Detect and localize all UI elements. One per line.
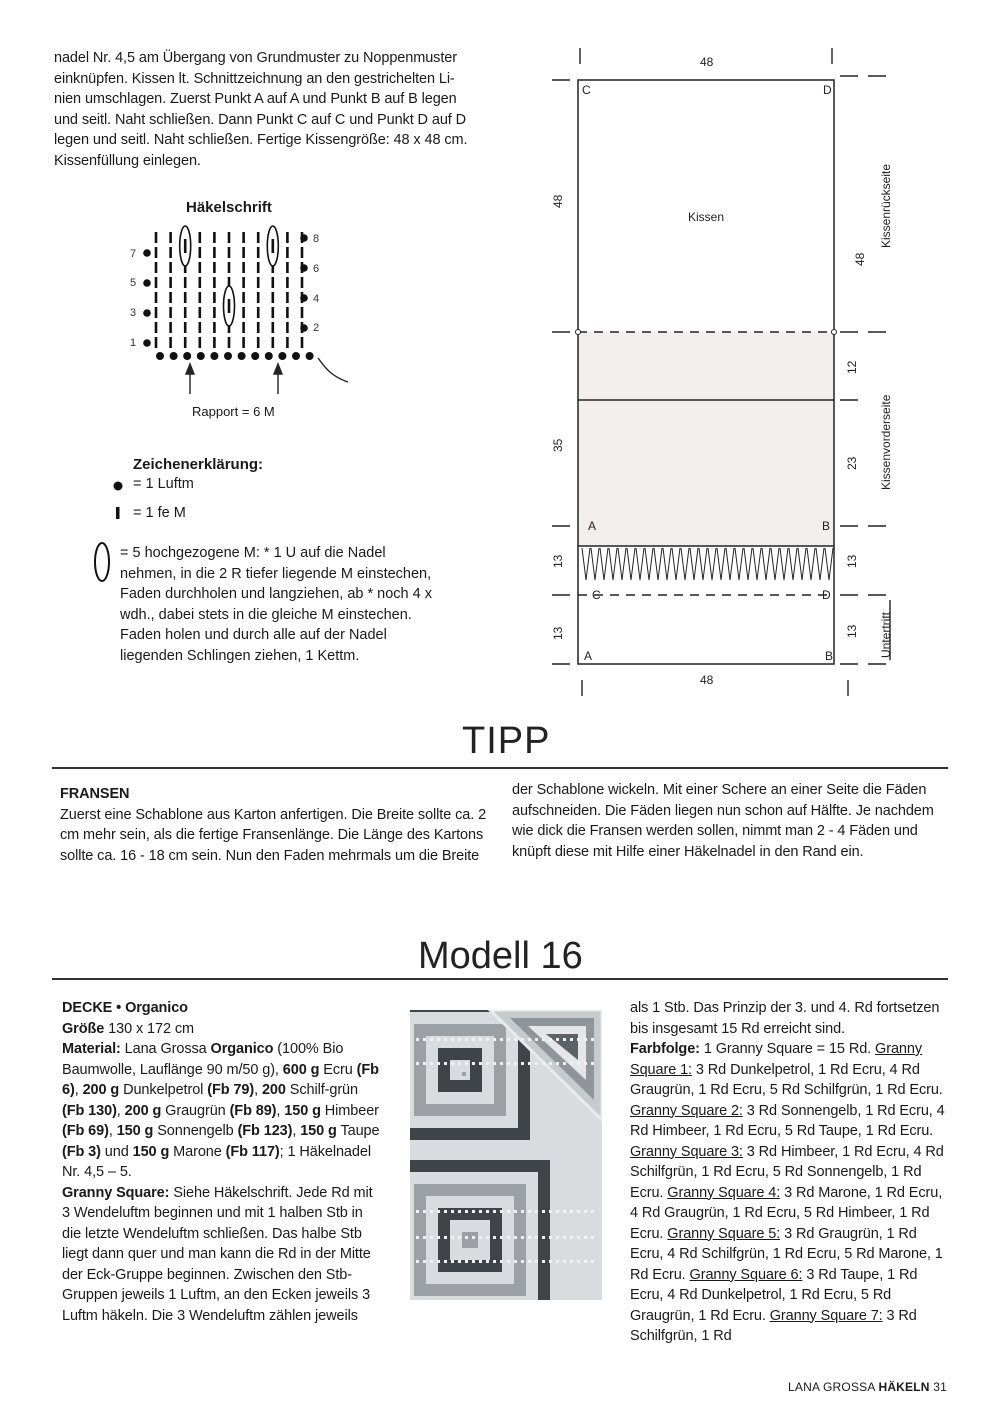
intro-line: Kissenfüllung einlegen. (54, 152, 201, 169)
blanket-stitch (591, 1038, 594, 1041)
stitch-bar (242, 307, 245, 318)
blanket-stitch (542, 1062, 545, 1065)
blanket-stitch (556, 1260, 559, 1263)
material-text: Material: Lana Grossa Organico (100% Bio Baumwolle, Lauflänge 90 m/50 g), 600 g Ecru (Fb 6), 200 g Dunkelpetrol (Fb 79), 200 Schilf-grün (Fb 130), 200 g Graugrün (Fb 89), 150 g Himbeer (Fb 69), 150 g Sonnengelb (Fb 123), 150 g Taupe (Fb 3) und 150 g Marone (Fb 117); 1 Häkelnadel Nr. 4,5 – 5. (62, 1041, 380, 1180)
blanket-stitch (479, 1260, 482, 1263)
blanket-stitch (577, 1062, 580, 1065)
blanket-stitch (570, 1260, 573, 1263)
page-footer (788, 1380, 947, 1394)
chain-dot (224, 352, 232, 360)
oval-icon (90, 538, 114, 586)
stitch-bar (199, 292, 202, 303)
blanket-stitch (591, 1210, 594, 1213)
blanket-stitch (465, 1260, 468, 1263)
stitch-bar (213, 232, 216, 243)
stitch-bar (301, 247, 304, 258)
row-label: 8 (313, 233, 320, 245)
blanket-stitch (493, 1236, 496, 1239)
center-label: Kissen (688, 210, 725, 224)
blanket-stitch (591, 1260, 594, 1263)
blanket-stitch (507, 1062, 510, 1065)
blanket-stitch (423, 1038, 426, 1041)
point-label: C (592, 588, 601, 602)
chain-dot (238, 352, 246, 360)
blanket-stitch (500, 1038, 503, 1041)
blanket-stitch (472, 1260, 475, 1263)
point-label: B (825, 649, 834, 663)
footer-brand: LANA GROSSA (788, 1380, 875, 1394)
blanket-stitch (577, 1038, 580, 1041)
dim-left-13: 13 (551, 554, 565, 568)
crochet-chart (120, 224, 360, 404)
stitch-bar (213, 247, 216, 258)
dot-icon (112, 480, 124, 492)
blanket-stitch (563, 1260, 566, 1263)
blanket-stitch (458, 1038, 461, 1041)
stitch-bar (242, 337, 245, 348)
blanket-stitch (500, 1236, 503, 1239)
blanket-stitch (563, 1038, 566, 1041)
blanket-stitch (472, 1062, 475, 1065)
blanket-stitch (563, 1210, 566, 1213)
intro-line: nadel Nr. 4,5 am Übergang von Grundmuster zu Noppenmuster (54, 50, 457, 66)
blanket-stitch (416, 1210, 419, 1213)
blanket-stitch (542, 1236, 545, 1239)
blanket-stitch (549, 1236, 552, 1239)
blanket-ring (462, 1232, 478, 1248)
blanket-stitch (430, 1210, 433, 1213)
blanket-stitch (500, 1210, 503, 1213)
blanket-stitch (437, 1210, 440, 1213)
blanket-stitch (514, 1260, 517, 1263)
stitch-bar (155, 337, 158, 348)
blanket-stitch (528, 1038, 531, 1041)
stitch-bar (184, 307, 187, 318)
blanket-stitch (549, 1260, 552, 1263)
granny-text: Granny Square: Siehe Häkelschrift. Jede Rd mit 3 Wendeluftm beginnen und mit 1 halben Stb in die letzte Wendeluftm schließen. Das halbe Stb liegt dann quer und man kann die Rd in der Mitte der Eck-Gruppe beginnen. Zwischen den Stb-Gruppen jeweils 1 Luftm, an den Ecken jeweils 3 Luftm häkeln. Die 3 Wendeluftm zählen jeweils (62, 1184, 373, 1324)
dim-left-35: 35 (551, 438, 565, 452)
blanket-stitch (577, 1210, 580, 1213)
blanket-stitch (430, 1038, 433, 1041)
blanket-stitch (430, 1062, 433, 1065)
point-label: A (588, 519, 597, 533)
stitch-bar (169, 322, 172, 333)
stitch-bar (286, 292, 289, 303)
blanket-stitch (486, 1236, 489, 1239)
row-label: 5 (130, 277, 137, 289)
blanket-stitch (458, 1210, 461, 1213)
row-label: 1 (130, 337, 137, 349)
stitch-bar (213, 262, 216, 273)
stitch-dot (143, 249, 151, 257)
blanket-stitch (507, 1210, 510, 1213)
rapport-label: Rapport = 6 M (192, 404, 275, 419)
blanket-stitch (423, 1236, 426, 1239)
blanket-stitch (514, 1210, 517, 1213)
stitch-bar (199, 277, 202, 288)
blanket-stitch (444, 1210, 447, 1213)
blanket-stitch (472, 1236, 475, 1239)
blanket-stitch (514, 1062, 517, 1065)
blanket-stitch (465, 1038, 468, 1041)
stitch-bar (242, 292, 245, 303)
pattern-right-column (630, 998, 948, 1347)
blanket-stitch (577, 1236, 580, 1239)
blanket-stitch (486, 1062, 489, 1065)
intro-line: und seitl. Naht schließen. Dann Punkt C auf C und Punkt D auf D (54, 111, 467, 128)
point-label: C (582, 83, 591, 97)
blanket-stitch (528, 1062, 531, 1065)
stitch-bar (155, 307, 158, 318)
blanket-stitch (514, 1038, 517, 1041)
stitch-bar (213, 277, 216, 288)
blanket-stitch (535, 1210, 538, 1213)
chain-dot (210, 352, 218, 360)
stitch-bar (169, 277, 172, 288)
chain-dot (251, 352, 259, 360)
tipp-column: der Schablone wickeln. Mit einer Schere an einer Seite die Fäden aufschneiden. Die Fäden liegen nun schon auf Hälfte. Je nachdem wie dick die Fransen werden sollen, nimmt man 2 - 4 Fäden und knüpft diese mit Hilfe einer Häkelnadel in den Rand ein. (512, 782, 934, 860)
chart-title: Häkelschrift (186, 199, 272, 216)
dim-right-12: 12 (845, 360, 859, 374)
stitch-bar (184, 239, 187, 253)
pattern-text: als 1 Stb. Das Prinzip der 3. und 4. Rd fortsetzen bis insgesamt 15 Rd erreicht sind. (630, 1000, 940, 1037)
legend-text: = 1 Luftm (133, 476, 194, 492)
legend-text: = 5 hochgezogene M: * 1 U auf die Nadel nehmen, in die 2 R tiefer liegende M einstechen, Faden durchholen und langziehen, ab * noch 4 x wdh., dabei stets in die gleiche M einstechen. Faden holen und durch alle auf der Nadel liegenden Schlingen ziehen, 1 Kettm. (120, 545, 432, 664)
blanket-stitch (556, 1210, 559, 1213)
colorsequence-text: Farbfolge: 1 Granny Square = 15 Rd. Granny Square 1: 3 Rd Dunkelpetrol, 1 Rd Ecru, 4 Rd Graugrün, 1 Rd Ecru, 5 Rd Schilfgrün, 1 Rd Ecru. Granny Square 2: 3 Rd Sonnengelb, 1 Rd Ecru, 4 Rd Himbeer, 1 Rd Ecru, 5 Rd Taupe, 1 Rd Ecru. Granny Square 3: 3 Rd Himbeer, 1 Rd Ecru, 4 Rd Schilfgrün, 1 Rd Ecru, 5 Rd Sonnengelb, 1 Rd Ecru. Granny Square 4: 3 Rd Marone, 1 Rd Ecru, 4 Rd Graugrün, 1 Rd Ecru, 5 Rd Himbeer, 1 Rd Ecru. Granny Square 5: 3 Rd Graugrün, 1 Rd Ecru, 4 Rd Schilfgrün, 1 Rd Ecru, 5 Rd Marone, 1 Rd Ecru. Granny Square 6: 3 Rd Taupe, 1 Rd Ecru, 4 Rd Dunkelpetrol, 1 Rd Ecru, 5 Rd Graugrün, 1 Rd Ecru. Granny Square 7: 3 Rd Schilfgrün, 1 Rd (630, 1041, 945, 1344)
legend-title: Zeichenerklärung: (133, 456, 264, 473)
blanket-stitch (465, 1236, 468, 1239)
row-label: 6 (313, 263, 320, 275)
stitch-bar (286, 277, 289, 288)
stitch-bar (169, 232, 172, 243)
blanket-stitch (521, 1236, 524, 1239)
stitch-bar (228, 247, 231, 258)
blanket-stitch (458, 1062, 461, 1065)
blanket-stitch (570, 1062, 573, 1065)
blanket-stitch (528, 1260, 531, 1263)
stitch-bar (257, 247, 260, 258)
blanket-stitch (451, 1236, 454, 1239)
blanket-stitch (486, 1260, 489, 1263)
stitch-bar (199, 262, 202, 273)
stitch-bar (155, 292, 158, 303)
blanket-stitch (444, 1236, 447, 1239)
blanket-stitch (493, 1038, 496, 1041)
blanket-stitch (507, 1236, 510, 1239)
blanket-stitch (542, 1038, 545, 1041)
blanket-stitch (528, 1236, 531, 1239)
stitch-bar (155, 232, 158, 243)
side-label: Kissenrückseite (879, 163, 893, 248)
blanket-stitch (584, 1260, 587, 1263)
stitch-bar (199, 307, 202, 318)
stitch-bar (272, 307, 275, 318)
legend-text: = 1 fe M (133, 505, 186, 521)
blanket-stitch (521, 1260, 524, 1263)
side-label: Untertritt (879, 611, 893, 658)
blanket-stitch (416, 1260, 419, 1263)
dim-right-13: 13 (845, 624, 859, 638)
point-label: D (823, 83, 832, 97)
blanket-stitch (528, 1210, 531, 1213)
stitch-dot (143, 279, 151, 287)
blanket-stitch (437, 1038, 440, 1041)
chain-dot (292, 352, 300, 360)
blanket-stitch (584, 1236, 587, 1239)
blanket-stitch (493, 1260, 496, 1263)
stitch-bar (228, 232, 231, 243)
chain-dot (265, 352, 273, 360)
page-number: 31 (933, 1380, 947, 1394)
stitch-dot (143, 309, 151, 317)
blanket-stitch (423, 1062, 426, 1065)
blanket-stitch (556, 1038, 559, 1041)
stitch-bar (257, 307, 260, 318)
stitch-bar (272, 337, 275, 348)
intro-line: einknüpfen. Kissen lt. Schnittzeichnung an den gestrichelten Li- (54, 70, 455, 87)
blanket-stitch (486, 1210, 489, 1213)
pattern-left-column (62, 998, 384, 1326)
stitch-bar (286, 247, 289, 258)
blanket-stitch (451, 1062, 454, 1065)
stitch-bar (242, 277, 245, 288)
stitch-bar (257, 292, 260, 303)
blanket-stitch (570, 1236, 573, 1239)
blanket-stitch (500, 1260, 503, 1263)
intro-line: legen und seitl. Naht schließen. Fertige Kissengröße: 48 x 48 cm. (54, 132, 468, 148)
blanket-stitch (416, 1062, 419, 1065)
chain-dot (183, 352, 191, 360)
blanket-stitch (479, 1210, 482, 1213)
stitch-bar (213, 322, 216, 333)
blanket-stitch (451, 1210, 454, 1213)
stitch-bar (199, 232, 202, 243)
dim-right-13: 13 (845, 554, 859, 568)
blanket-stitch (430, 1236, 433, 1239)
stitch-dot (300, 264, 308, 272)
blanket-stitch (591, 1062, 594, 1065)
stitch-bar (155, 277, 158, 288)
blanket-stitch (465, 1210, 468, 1213)
tipp-column (60, 784, 494, 866)
intro-text (54, 48, 486, 171)
chain-dot (170, 352, 178, 360)
blanket-stitch (416, 1038, 419, 1041)
blanket-stitch (514, 1236, 517, 1239)
blanket-stitch (416, 1236, 419, 1239)
stitch-bar (213, 307, 216, 318)
blanket-stitch (549, 1062, 552, 1065)
blanket-ring (462, 1072, 466, 1076)
blanket-stitch (451, 1260, 454, 1263)
stitch-bar (257, 232, 260, 243)
blanket-stitch (479, 1062, 482, 1065)
blanket-stitch (521, 1038, 524, 1041)
blanket-stitch (444, 1038, 447, 1041)
blanket-stitch (458, 1260, 461, 1263)
stitch-dot (300, 234, 308, 242)
chain-dot (278, 352, 286, 360)
blanket-stitch (535, 1260, 538, 1263)
blanket-stitch (430, 1260, 433, 1263)
stitch-bar (184, 337, 187, 348)
blanket-stitch (535, 1236, 538, 1239)
blanket-stitch (563, 1062, 566, 1065)
blanket-stitch (584, 1038, 587, 1041)
blanket-stitch (521, 1062, 524, 1065)
blanket-stitch (535, 1062, 538, 1065)
tipp-text: Zuerst eine Schablone aus Karton anfertigen. Die Breite sollte ca. 2 cm mehr sein, als die fertige Fransenlänge. Die Länge des Kartons sollte ca. 16 - 18 cm sein. Nun den Faden mehrmals um die Breite (60, 806, 487, 864)
stitch-bar (286, 307, 289, 318)
stitch-bar (286, 232, 289, 243)
blanket-stitch (493, 1210, 496, 1213)
point-label: B (822, 519, 831, 533)
blanket-stitch (437, 1062, 440, 1065)
blanket-stitch (451, 1038, 454, 1041)
stitch-bar (228, 337, 231, 348)
stitch-bar (199, 247, 202, 258)
blanket-stitch (458, 1236, 461, 1239)
stitch-bar (199, 337, 202, 348)
tipp-subheading: FRANSEN (60, 786, 130, 802)
stitch-bar (184, 277, 187, 288)
divider (52, 767, 948, 769)
stitch-bar (272, 322, 275, 333)
point-label: A (584, 649, 593, 663)
dim-left-48: 48 (551, 194, 565, 208)
stitch-bar (155, 247, 158, 258)
row-label: 4 (313, 293, 320, 305)
tipp-heading: TIPP (462, 720, 551, 762)
stitch-bar (242, 247, 245, 258)
stitch-bar (169, 337, 172, 348)
stitch-bar (286, 337, 289, 348)
stitch-bar (184, 322, 187, 333)
stitch-bar (272, 292, 275, 303)
stitch-bar (301, 277, 304, 288)
dim-top: 48 (700, 55, 714, 69)
blanket-stitch (493, 1062, 496, 1065)
chain-dot (197, 352, 205, 360)
stitch-bar (155, 322, 158, 333)
blanket-stitch (479, 1236, 482, 1239)
blanket-stitch (556, 1062, 559, 1065)
blanket-stitch (472, 1210, 475, 1213)
blanket-stitch (570, 1038, 573, 1041)
stitch-bar (213, 292, 216, 303)
modell-heading: Modell 16 (418, 935, 583, 977)
stitch-bar (257, 262, 260, 273)
stitch-dot (300, 324, 308, 332)
stitch-bar (184, 292, 187, 303)
stitch-bar (257, 277, 260, 288)
stitch-bar (242, 322, 245, 333)
blanket-stitch (584, 1210, 587, 1213)
blanket-stitch (472, 1038, 475, 1041)
stitch-bar (213, 337, 216, 348)
pattern-title: DECKE • Organico (62, 1000, 188, 1016)
blanket-stitch (486, 1038, 489, 1041)
stitch-bar (301, 337, 304, 348)
blanket-stitch (479, 1038, 482, 1041)
blanket-stitch (556, 1236, 559, 1239)
intro-line: nien umschlagen. Zuerst Punkt A auf A und Punkt B auf B legen (54, 91, 457, 107)
blanket-stitch (507, 1260, 510, 1263)
blanket-photo (410, 1010, 602, 1300)
pillow-schematic (540, 40, 920, 710)
stitch-bar (272, 277, 275, 288)
row-label: 7 (130, 248, 137, 260)
stitch-bar (242, 232, 245, 243)
blanket-stitch (584, 1062, 587, 1065)
blanket-stitch (437, 1236, 440, 1239)
chain-dot (306, 352, 314, 360)
stitch-bar (228, 299, 231, 313)
stitch-bar (169, 247, 172, 258)
blanket-stitch (423, 1260, 426, 1263)
blanket-stitch (444, 1260, 447, 1263)
blanket-stitch (570, 1210, 573, 1213)
dim-right-23: 23 (845, 456, 859, 470)
blanket-stitch (542, 1260, 545, 1263)
stitch-bar (169, 262, 172, 273)
point-label: D (822, 588, 831, 602)
stitch-bar (301, 307, 304, 318)
blanket-stitch (507, 1038, 510, 1041)
stitch-dot (300, 294, 308, 302)
blanket-stitch (563, 1236, 566, 1239)
size-line: Größe 130 x 172 cm (62, 1020, 194, 1037)
stitch-bar (199, 322, 202, 333)
blanket-stitch (542, 1210, 545, 1213)
stitch-bar (286, 262, 289, 273)
dim-right-48: 48 (853, 252, 867, 266)
blanket-stitch (549, 1038, 552, 1041)
stitch-bar (257, 337, 260, 348)
side-label: Kissenvorderseite (879, 394, 893, 490)
blanket-stitch (521, 1210, 524, 1213)
stitch-bar (155, 262, 158, 273)
blanket-stitch (437, 1260, 440, 1263)
stitch-bar (228, 262, 231, 273)
row-label: 2 (313, 322, 320, 334)
stitch-bar (242, 262, 245, 273)
bar-icon (112, 505, 124, 521)
blanket-stitch (500, 1062, 503, 1065)
stitch-bar (257, 322, 260, 333)
blanket-stitch (591, 1236, 594, 1239)
row-label: 3 (130, 307, 137, 319)
stitch-bar (286, 322, 289, 333)
chain-dot (156, 352, 164, 360)
stitch-bar (169, 307, 172, 318)
dim-left-13: 13 (551, 626, 565, 640)
dim-bottom: 48 (700, 673, 714, 687)
blanket-stitch (535, 1038, 538, 1041)
stitch-dot (143, 339, 151, 347)
stitch-bar (169, 292, 172, 303)
blanket-stitch (577, 1260, 580, 1263)
stitch-bar (272, 239, 275, 253)
blanket-stitch (549, 1210, 552, 1213)
blanket-stitch (465, 1062, 468, 1065)
blanket-stitch (423, 1210, 426, 1213)
footer-section: HÄKELN (878, 1380, 930, 1394)
blanket-stitch (444, 1062, 447, 1065)
divider (52, 978, 948, 980)
